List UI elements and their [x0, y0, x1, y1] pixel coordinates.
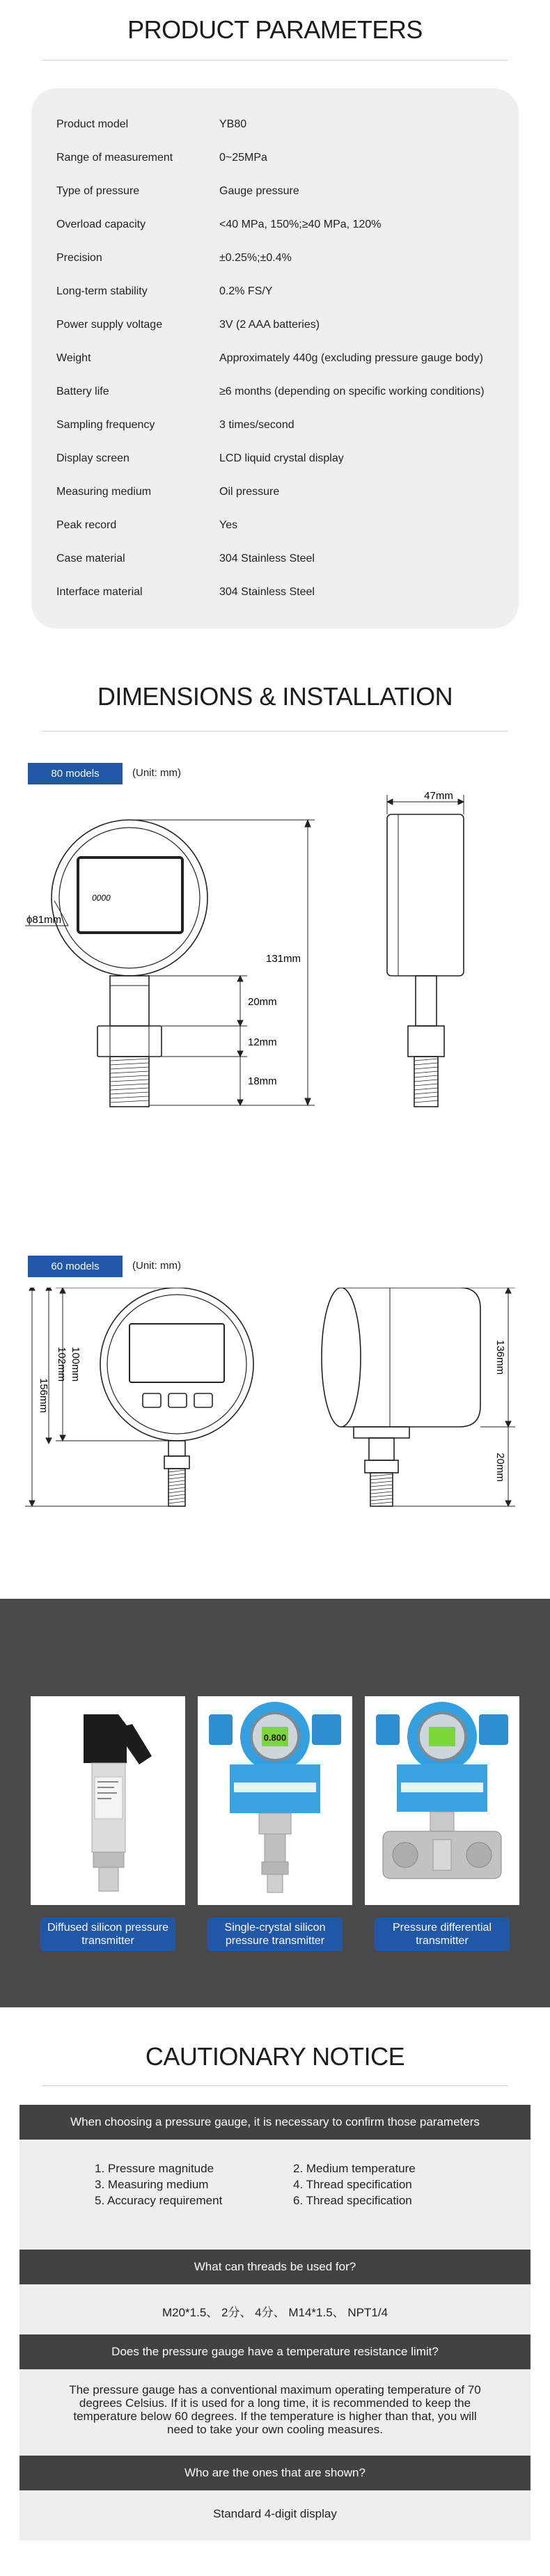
- caution-title: [0, 2007, 550, 2071]
- checklist-item: 6. Thread specification: [293, 2194, 412, 2207]
- dimensions-title-a: DIMENSIONS: [97, 682, 253, 711]
- single-crystal-transmitter-image: [202, 1700, 348, 1901]
- param-key: Power supply voltage: [56, 319, 163, 331]
- product-button-differential[interactable]: Pressure differential transmitter: [375, 1918, 510, 1951]
- dimensions-title-b: INSTALLATION: [282, 682, 453, 711]
- dimensions-title-amp: &: [252, 682, 283, 711]
- param-row: [56, 576, 505, 609]
- param-key: Overload capacity: [56, 219, 146, 230]
- gauge-60-d1-label: 100mm: [70, 1346, 81, 1382]
- model-60-tag: 60 models: [28, 1256, 123, 1277]
- param-key: Measuring medium: [56, 486, 152, 498]
- gauge-60-side-body: [341, 1288, 480, 1427]
- param-value: Oil pressure: [219, 486, 280, 498]
- notice-question-temperature: Does the pressure gauge have a temperature resistance limit?: [19, 2334, 531, 2369]
- notice-answer-shown: Standard 4-digit display: [19, 2490, 531, 2541]
- notice-question-params: When choosing a pressure gauge, it is necessary to confirm those parameters: [19, 2105, 531, 2140]
- notice-answer-temperature: The pressure gauge has a conventional maximum operating temperature of 70 degrees Celsius. If it is used for a long time, it is recommended to keep the temperature below 60 degrees. If the temperature is higher than that, you will need to take your own cooling measures.: [19, 2369, 531, 2456]
- gauge-80-side-neck: [416, 976, 437, 1026]
- product-card-single-crystal[interactable]: [198, 1696, 352, 1905]
- related-products-section: [0, 1599, 550, 2007]
- product-button-diffused[interactable]: Diffused silicon pressure transmitter: [40, 1918, 175, 1951]
- gauge-80-neck: [110, 976, 149, 1026]
- gauge-60-d2-label: 102mm: [56, 1346, 68, 1382]
- param-row: [56, 108, 505, 141]
- gauge-60-total-label: 156mm: [38, 1377, 49, 1414]
- param-value: Gauge pressure: [219, 185, 299, 197]
- gauge-60-hex: [164, 1456, 189, 1469]
- param-value: LCD liquid crystal display: [219, 452, 344, 464]
- param-value: 0~25MPa: [219, 152, 267, 164]
- param-key: Range of measurement: [56, 152, 173, 164]
- product-button-single-crystal[interactable]: Single-crystal silicon pressure transmitter: [207, 1918, 343, 1951]
- gauge-80-depth-label: 47mm: [424, 790, 453, 802]
- gauge-80-hex-label: 12mm: [248, 1036, 277, 1048]
- model-80-tag: 80 models: [28, 763, 123, 784]
- single-crystal-display: 0.800: [263, 1732, 287, 1743]
- parameters-divider: [42, 60, 508, 61]
- model-60-unit: (Unit: mm): [132, 1260, 181, 1272]
- cautionary-notice-section: [0, 2007, 550, 2576]
- gauge-80-side-hex: [408, 1026, 444, 1057]
- notice-question-shown: Who are the ones that are shown?: [19, 2456, 531, 2490]
- param-key: Display screen: [56, 452, 129, 464]
- dimensions-section: [0, 640, 550, 1599]
- param-value: ±0.25%;±0.4%: [219, 252, 292, 264]
- param-value: 304 Stainless Steel: [219, 586, 315, 598]
- gauge-80-hex: [97, 1026, 162, 1057]
- param-key: Type of pressure: [56, 185, 140, 197]
- param-checklist: [19, 2162, 531, 2208]
- checklist-item: 1. Pressure magnitude: [95, 2162, 214, 2175]
- gauge-80-lcd-value: 0000: [92, 893, 111, 903]
- param-key: Long-term stability: [56, 285, 148, 297]
- param-key: Interface material: [56, 586, 143, 598]
- product-card-diffused[interactable]: [31, 1696, 185, 1905]
- notice-question-threads: What can threads be used for?: [19, 2250, 531, 2284]
- gauge-60-outer-ring: [100, 1288, 253, 1441]
- param-value: 3 times/second: [219, 419, 294, 431]
- param-key: Product model: [56, 118, 129, 130]
- param-row: [56, 275, 505, 308]
- param-value: Yes: [219, 519, 238, 531]
- param-row: [56, 375, 505, 409]
- gauge-80-outer-ring: [52, 820, 207, 976]
- param-key: Weight: [56, 352, 91, 364]
- param-value: Approximately 440g (excluding pressure gauge body): [219, 352, 483, 364]
- param-row: [56, 542, 505, 576]
- param-value: YB80: [219, 118, 247, 130]
- gauge-60-side-face: [322, 1288, 361, 1427]
- gauge-80-inner-ring: [59, 828, 200, 968]
- model-60-drawing: [0, 1288, 550, 1510]
- param-row: [56, 409, 505, 442]
- caution-title-a: CAUTIONARY: [145, 2042, 306, 2071]
- notice-answer-threads: M20*1.5、 2分、 4分、 M14*1.5、 NPT1/4: [19, 2284, 531, 2334]
- gauge-60-lcd: [129, 1324, 224, 1382]
- gauge-60-inner-ring: [107, 1295, 246, 1434]
- param-value: 3V (2 AAA batteries): [219, 319, 320, 331]
- dimensions-divider: [42, 731, 508, 732]
- model-80-drawing: [0, 787, 550, 1218]
- gauge-60-side-label: 136mm: [494, 1339, 506, 1375]
- caution-divider: [42, 2085, 508, 2086]
- checklist-item: 4. Thread specification: [293, 2178, 412, 2191]
- param-key: Case material: [56, 553, 125, 564]
- param-key: Sampling frequency: [56, 419, 155, 431]
- param-row: [56, 442, 505, 475]
- product-parameters-section: [0, 0, 550, 640]
- parameters-card: [31, 88, 519, 629]
- param-row: [56, 308, 505, 342]
- param-value: ≥6 months (depending on specific working conditions): [219, 386, 485, 397]
- param-key: Peak record: [56, 519, 117, 531]
- caution-title-b: NOTICE: [305, 2042, 405, 2071]
- gauge-60-button-2: [168, 1393, 187, 1407]
- param-value: 304 Stainless Steel: [219, 553, 315, 564]
- differential-transmitter-image: [369, 1700, 515, 1901]
- param-value: 0.2% FS/Y: [219, 285, 273, 297]
- param-row: [56, 509, 505, 542]
- gauge-60-button-1: [143, 1393, 161, 1407]
- dimensions-title: [0, 640, 550, 711]
- gauge-80-diameter-label: ϕ81mm: [26, 914, 62, 926]
- param-row: [56, 242, 505, 275]
- param-row: [56, 208, 505, 242]
- param-row: [56, 141, 505, 175]
- gauge-80-thread-label: 18mm: [248, 1075, 277, 1087]
- checklist-item: 5. Accuracy requirement: [95, 2194, 223, 2207]
- notice-answer-params: [19, 2140, 531, 2250]
- diffused-transmitter-image: [35, 1700, 181, 1901]
- checklist-item: 2. Medium temperature: [293, 2162, 416, 2175]
- param-row: [56, 175, 505, 208]
- product-card-differential[interactable]: [365, 1696, 519, 1905]
- param-key: Battery life: [56, 386, 109, 397]
- checklist-item: 3. Measuring medium: [95, 2178, 209, 2191]
- gauge-60-button-3: [194, 1393, 212, 1407]
- param-row: [56, 342, 505, 375]
- gauge-60-thread-label: 20mm: [494, 1453, 506, 1482]
- param-row: [56, 475, 505, 509]
- param-value: <40 MPa, 150%;≥40 MPa, 120%: [219, 219, 382, 230]
- param-key: Precision: [56, 252, 102, 264]
- gauge-60-neck: [168, 1441, 185, 1456]
- parameters-title: PRODUCT PARAMETERS: [127, 15, 423, 44]
- gauge-80-neck-label: 20mm: [248, 996, 277, 1008]
- gauge-80-height-label: 131mm: [266, 953, 301, 965]
- model-80-unit: (Unit: mm): [132, 767, 181, 779]
